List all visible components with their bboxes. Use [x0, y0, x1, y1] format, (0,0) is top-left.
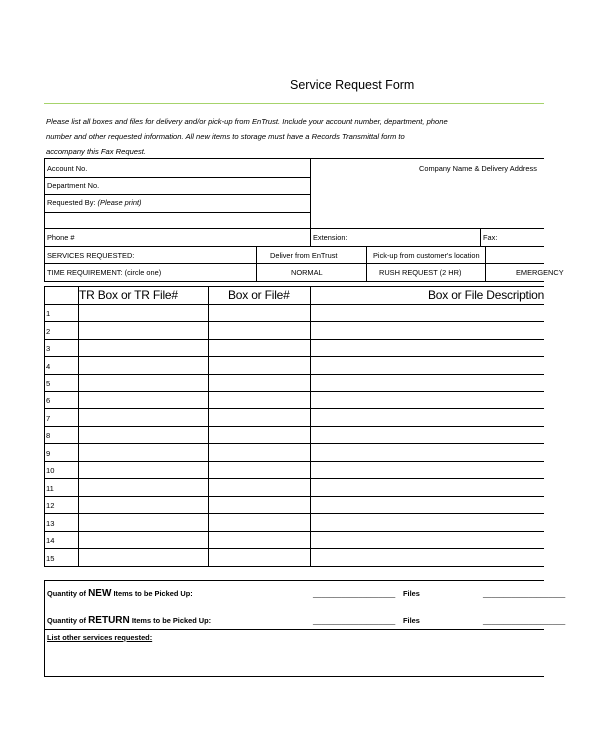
row-number: 10 [46, 466, 55, 475]
normal-option[interactable]: NORMAL [291, 268, 323, 277]
qty-return-keyword: RETURN [88, 615, 130, 626]
rush-option[interactable]: RUSH REQUEST (2 HR) [379, 268, 462, 277]
row-number: 5 [46, 379, 51, 388]
instructions-line-3: accompany this Fax Request. [46, 147, 147, 156]
requested-by-label [47, 198, 142, 207]
extension-label: Extension: [313, 233, 348, 242]
qty-return-blank-2[interactable]: ____________________ [483, 616, 566, 625]
qty-new-blank[interactable]: ____________________ [313, 589, 396, 598]
qty-new-suffix: Items to be Picked Up: [113, 589, 193, 598]
qty-return-prefix: Quantity of [47, 616, 87, 625]
row-number: 1 [46, 309, 51, 318]
row-number: 6 [46, 396, 51, 405]
row-number: 12 [46, 501, 55, 510]
page-title: Service Request Form [290, 78, 415, 92]
header-box-file: Box or File# [228, 288, 290, 302]
fax-label: Fax: [483, 233, 498, 242]
phone-label: Phone # [47, 233, 75, 242]
row-number: 4 [46, 362, 51, 371]
qty-new-blank-2[interactable]: ____________________ [483, 589, 566, 598]
company-name-label: Company Name & Delivery Address [419, 164, 537, 173]
please-print-note: (Please print) [97, 198, 142, 207]
instructions-line-1: Please list all boxes and files for delivery and/or pick-up from EnTrust. Include your account number, department, phone [46, 117, 448, 126]
qty-return-suffix: Items to be Picked Up: [131, 616, 212, 625]
requested-by-text: Requested By: [47, 198, 96, 207]
header-tr-box: TR Box or TR File# [79, 288, 178, 302]
qty-return-blank[interactable]: ____________________ [313, 616, 396, 625]
other-services-label: List other services requested: [47, 633, 153, 642]
other-services-field[interactable] [46, 645, 543, 675]
row-number: 13 [46, 519, 55, 528]
qty-new-files-label: Files [403, 589, 420, 598]
row-number: 11 [46, 484, 54, 493]
emergency-option[interactable]: EMERGENCY [516, 268, 564, 277]
header-description: Box or File Description [428, 288, 545, 302]
qty-new-prefix: Quantity of [47, 589, 87, 598]
qty-return-files-label: Files [403, 616, 420, 625]
row-number: 8 [46, 431, 51, 440]
row-number: 9 [46, 449, 51, 458]
row-number: 7 [46, 414, 51, 423]
services-requested-label: SERVICES REQUESTED: [47, 251, 135, 260]
pickup-option[interactable]: Pick-up from customer's location [373, 251, 480, 260]
qty-new-label [47, 588, 193, 599]
deliver-option[interactable]: Deliver from EnTrust [270, 251, 338, 260]
instructions-line-2: number and other requested information. All new items to storage must have a Records Transmittal form to [46, 132, 405, 141]
row-number: 15 [46, 554, 55, 563]
account-no-label: Account No. [47, 164, 88, 173]
row-number: 2 [46, 327, 51, 336]
title-divider [44, 103, 544, 104]
qty-return-label [47, 615, 211, 626]
qty-new-keyword: NEW [88, 588, 112, 599]
row-number: 3 [46, 344, 51, 353]
time-requirement-label: TIME REQUIREMENT: (circle one) [47, 268, 162, 277]
instructions [46, 114, 536, 159]
row-number: 14 [46, 536, 55, 545]
department-no-label: Department No. [47, 181, 100, 190]
